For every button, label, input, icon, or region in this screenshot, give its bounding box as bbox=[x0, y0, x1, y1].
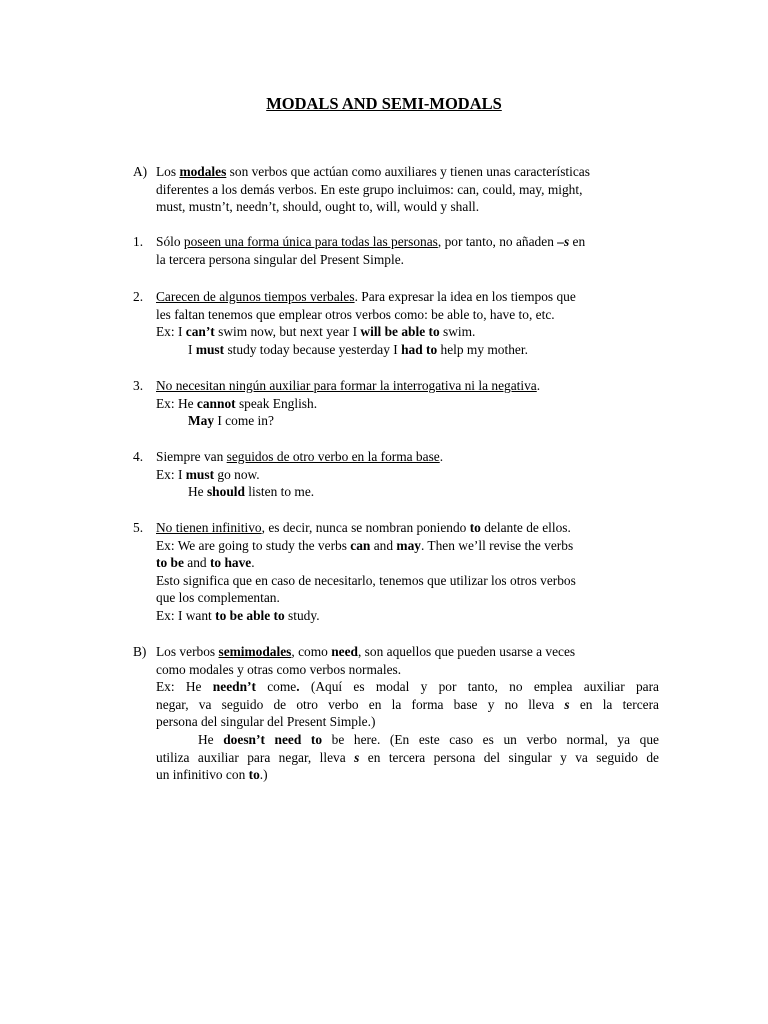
keyword-modales: modales bbox=[179, 164, 227, 179]
list-item-3 bbox=[133, 377, 659, 430]
text-line: Esto significa que en caso de necesitarlo, tenemos que utilizar los otros verbos bbox=[156, 572, 576, 588]
text-line: un infinitivo con to.) bbox=[156, 767, 268, 783]
list-item-4 bbox=[133, 448, 659, 501]
section-a bbox=[133, 163, 659, 216]
example-line: Ex: We are going to study the verbs can and may. Then we’ll revise the verbs bbox=[156, 537, 574, 553]
text-line: to be and to have. bbox=[156, 555, 255, 571]
text-line: Siempre van seguidos de otro verbo en la forma base. bbox=[156, 449, 444, 464]
example-line: I must study today because yesterday I had to help my mother. bbox=[188, 341, 528, 357]
text-line: must, mustn’t, needn’t, should, ought to, will, would y shall. bbox=[156, 199, 480, 215]
example-line: Ex: He cannot speak English. bbox=[156, 395, 318, 411]
text-line: la tercera persona singular del Present Simple. bbox=[156, 251, 405, 267]
list-marker: 4. bbox=[133, 449, 144, 464]
list-marker: 3. bbox=[133, 378, 144, 393]
example-line: Ex: He needn’t come. (Aquí es modal y por tanto, no emplea auxiliar para bbox=[156, 679, 659, 695]
text-line: persona del singular del Present Simple.) bbox=[156, 714, 376, 730]
list-item-2 bbox=[133, 288, 659, 358]
list-marker: 2. bbox=[133, 289, 144, 304]
keyword-semimodales: semimodales bbox=[218, 644, 292, 659]
text-line: Sólo poseen una forma única para todas las personas, por tanto, no añaden –s en bbox=[156, 234, 586, 249]
section-b bbox=[133, 643, 659, 784]
example-line: Ex: I want to be able to study. bbox=[156, 607, 320, 623]
text-line: diferentes a los demás verbos. En este grupo incluimos: can, could, may, might, bbox=[156, 181, 583, 197]
list-marker: 1. bbox=[133, 234, 144, 249]
example-line: He doesn’t need to be here. (En este caso es un verbo normal, ya que bbox=[198, 731, 660, 747]
example-line: Ex: I can’t swim now, but next year I will be able to swim. bbox=[156, 324, 476, 340]
text-line: les faltan tenemos que emplear otros verbos como: be able to, have to, etc. bbox=[156, 306, 555, 322]
text-line: Los verbos semimodales, como need, son aquellos que pueden usarse a veces bbox=[156, 644, 576, 659]
example-line: He should listen to me. bbox=[188, 484, 315, 500]
list-marker: 5. bbox=[133, 520, 144, 535]
page-title: MODALS AND SEMI-MODALS bbox=[266, 94, 502, 113]
text-line: No necesitan ningún auxiliar para formar la interrogativa ni la negativa. bbox=[156, 378, 541, 393]
text-line: negar, va seguido de otro verbo en la forma base y no lleva s en la tercera bbox=[156, 696, 659, 712]
example-line: Ex: I must go now. bbox=[156, 466, 260, 482]
text-line: como modales y otras como verbos normales. bbox=[156, 661, 402, 677]
list-item-5 bbox=[133, 519, 659, 625]
text-line: Los modales son verbos que actúan como auxiliares y tienen unas características bbox=[156, 164, 590, 179]
text-line: No tienen infinitivo, es decir, nunca se nombran poniendo to delante de ellos. bbox=[156, 520, 571, 535]
list-item-1 bbox=[133, 233, 659, 268]
section-marker: A) bbox=[133, 164, 148, 179]
section-marker: B) bbox=[133, 644, 147, 659]
text-line: que los complementan. bbox=[156, 590, 280, 606]
example-line: May I come in? bbox=[188, 413, 274, 429]
text-line: Carecen de algunos tiempos verbales. Para expresar la idea en los tiempos que bbox=[156, 289, 576, 304]
text-line: utiliza auxiliar para negar, lleva s en tercera persona del singular y va seguido de bbox=[156, 749, 659, 765]
